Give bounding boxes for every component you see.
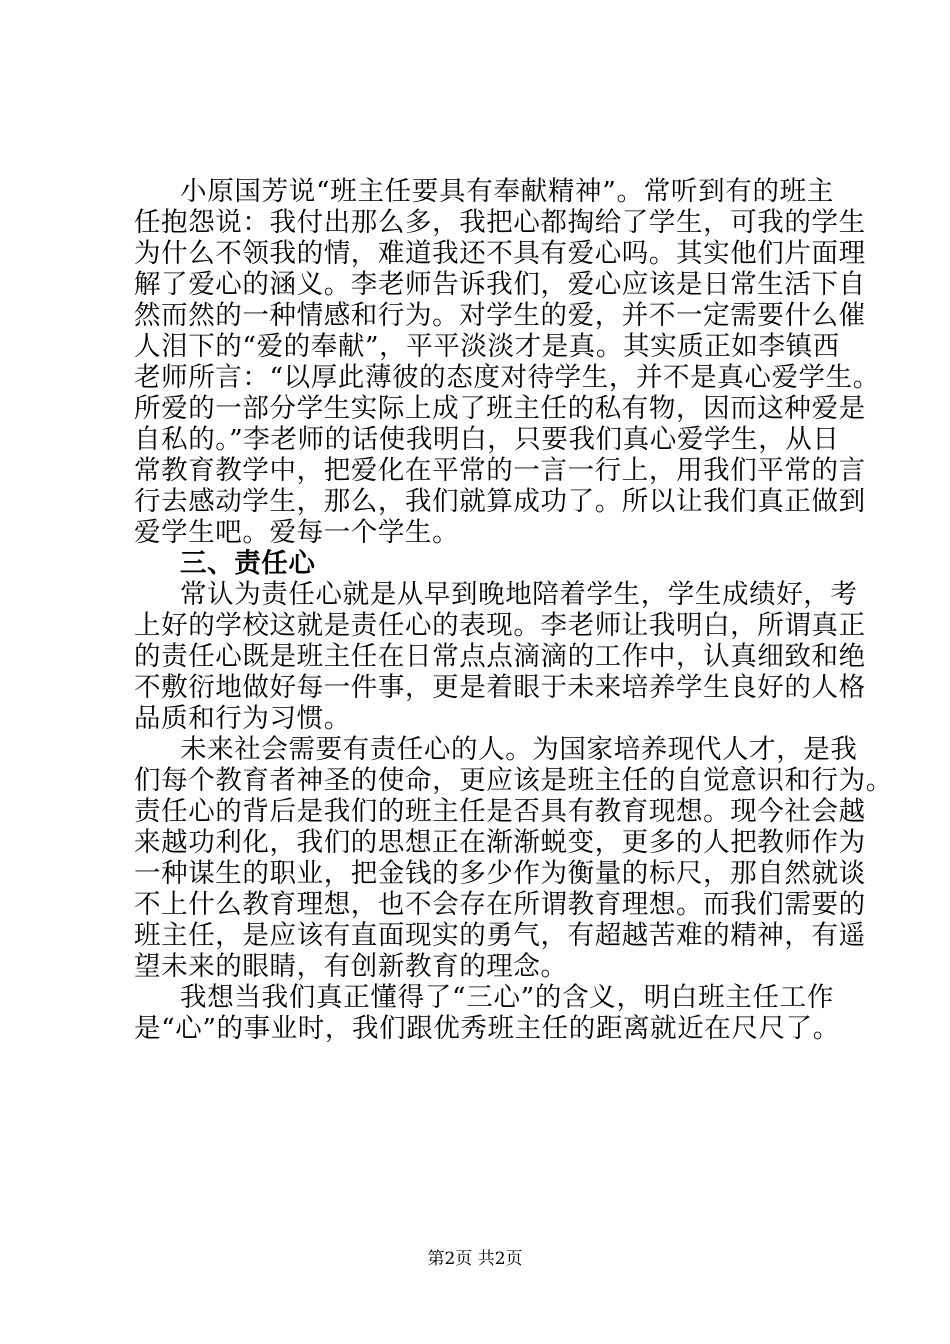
text-line: 望未来的眼睛，有创新教育的理念。 bbox=[134, 951, 568, 982]
text-line: 不上什么教育理想，也不会存在所谓教育理想。而我们需要的 bbox=[134, 889, 866, 920]
text-line: 常认为责任心就是从早到晚地陪着学生，学生成绩好，考 bbox=[180, 579, 858, 610]
text-line: 来越功利化，我们的思想正在渐渐蜕变，更多的人把教师作为 bbox=[134, 827, 866, 858]
text-line: 任抱怨说：我付出那么多，我把心都掏给了学生，可我的学生 bbox=[134, 207, 866, 238]
text-line: 们每个教育者神圣的使命，更应该是班主任的自觉意识和行为。 bbox=[134, 765, 893, 796]
section-heading: 三、责任心 bbox=[180, 548, 316, 579]
text-line: 上好的学校这就是责任心的表现。李老师让我明白，所谓真正 bbox=[134, 610, 866, 641]
text-line: 自私的。”李老师的话使我明白，只要我们真心爱学生，从日 bbox=[134, 424, 840, 455]
text-line: 未来社会需要有责任心的人。为国家培养现代人才，是我 bbox=[180, 734, 858, 765]
text-line: 班主任，是应该有直面现实的勇气，有超越苦难的精神，有遥 bbox=[134, 920, 866, 951]
text-line: 人泪下的“爱的奉献”，平平淡淡才是真。其实质正如李镇西 bbox=[134, 331, 840, 362]
page-number: 第2页 共2页 bbox=[427, 1249, 523, 1269]
text-line: 是“心”的事业时，我们跟优秀班主任的距离就近在尺尺了。 bbox=[134, 1013, 840, 1044]
text-line: 所爱的一部分学生实际上成了班主任的私有物，因而这种爱是 bbox=[134, 393, 866, 424]
text-line: 然而然的一种情感和行为。对学生的爱，并不一定需要什么催 bbox=[134, 300, 866, 331]
text-line: 一种谋生的职业，把金钱的多少作为衡量的标尺，那自然就谈 bbox=[134, 858, 866, 889]
text-line: 我想当我们真正懂得了“三心”的含义，明白班主任工作 bbox=[180, 982, 834, 1013]
text-line: 的责任心既是班主任在日常点点滴滴的工作中，认真细致和绝 bbox=[134, 641, 866, 672]
text-line: 责任心的背后是我们的班主任是否具有教育现想。现今社会越 bbox=[134, 796, 866, 827]
document-body bbox=[134, 176, 893, 1044]
text-line: 解了爱心的涵义。李老师告诉我们，爱心应该是日常生活下自 bbox=[134, 269, 866, 300]
text-line: 行去感动学生，那么，我们就算成功了。所以让我们真正做到 bbox=[134, 486, 866, 517]
text-line: 品质和行为习惯。 bbox=[134, 703, 351, 734]
text-line: 不敷衍地做好每一件事，更是着眼于未来培养学生良好的人格 bbox=[134, 672, 866, 703]
text-line: 老师所言：“以厚此薄彼的态度对待学生，并不是真心爱学生。 bbox=[134, 362, 880, 393]
page-footer bbox=[0, 1244, 950, 1269]
text-line: 常教育教学中，把爱化在平常的一言一行上，用我们平常的言 bbox=[134, 455, 866, 486]
text-line: 为什么不领我的情，难道我还不具有爱心吗。其实他们片面理 bbox=[134, 238, 866, 269]
text-line: 小原国芳说“班主任要具有奉献精神”。常听到有的班主 bbox=[180, 176, 834, 207]
text-line: 爱学生吧。爱每一个学生。 bbox=[134, 517, 460, 548]
